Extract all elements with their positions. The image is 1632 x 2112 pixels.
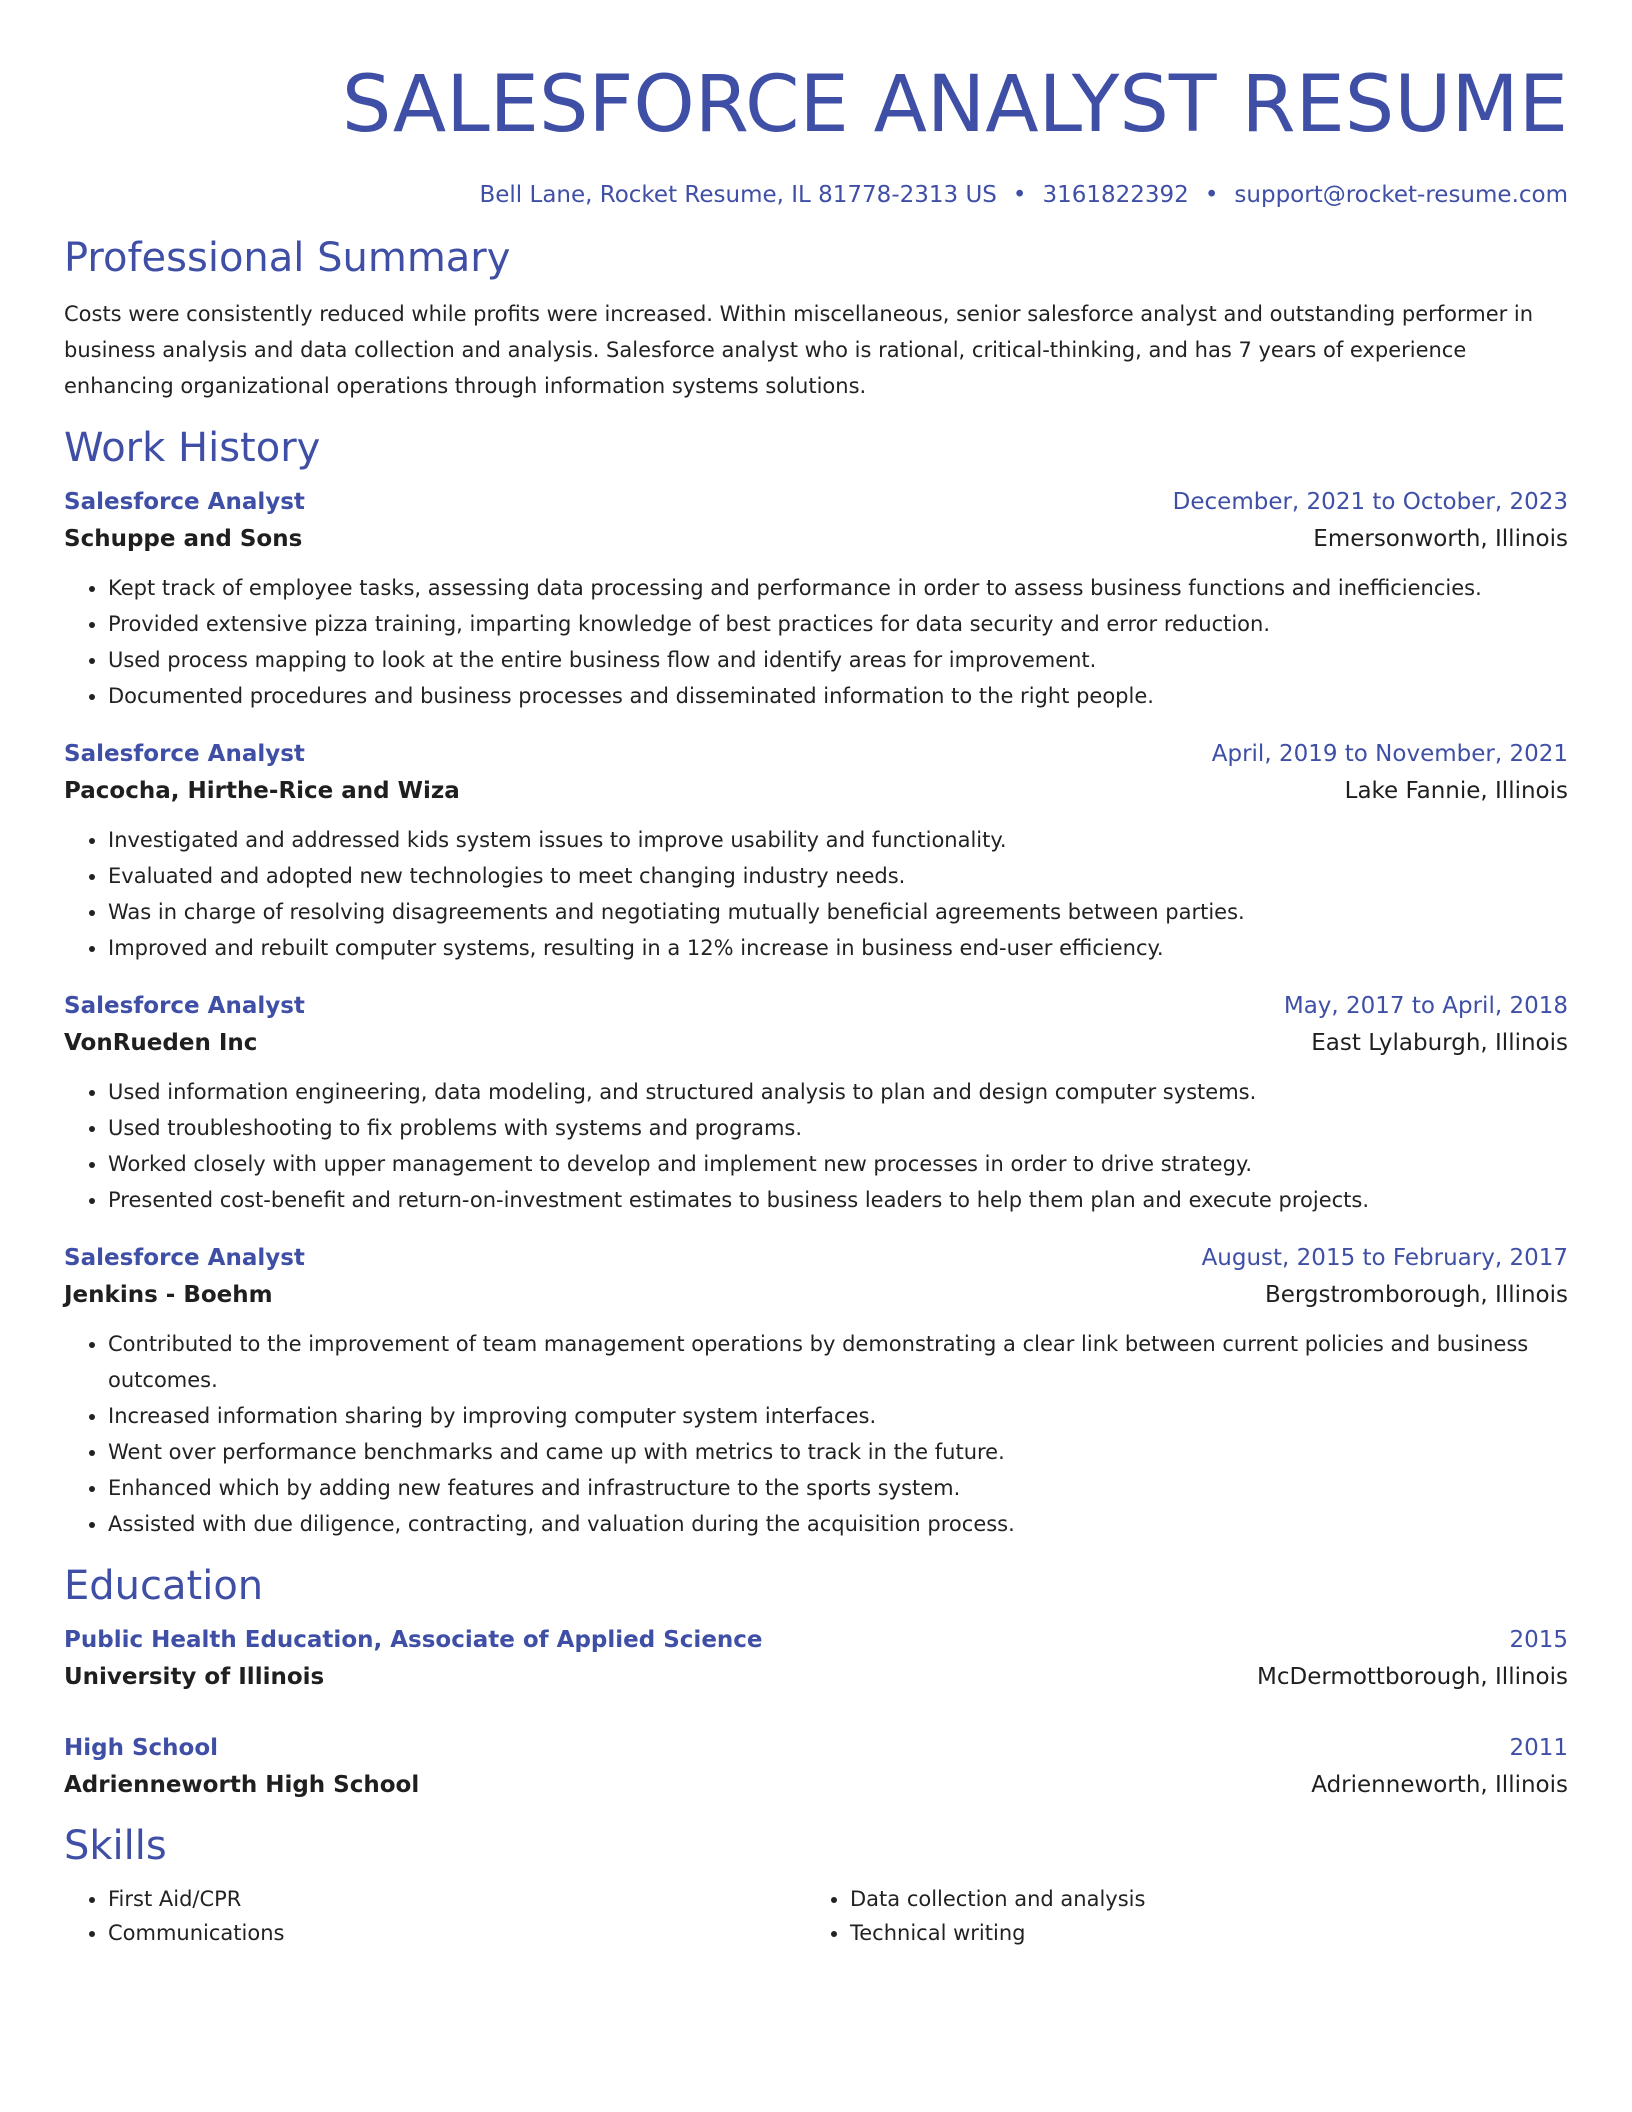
job-bullets: [64, 1326, 1568, 1542]
job-company: Jenkins - Boehm: [64, 1282, 273, 1308]
education-school: University of Illinois: [64, 1664, 325, 1690]
job-bullet: • Assisted with due diligence, contracting, and valuation during the acquisition process.: [108, 1506, 1568, 1542]
job-bullet: • Investigated and addressed kids system issues to improve usability and functionality.: [108, 822, 1568, 858]
contact-email[interactable]: support@rocket-resume.com: [1234, 182, 1568, 208]
job-bullet: • Presented cost-benefit and return-on-investment estimates to business leaders to help them plan and execute projects.: [108, 1182, 1568, 1218]
job-location: Lake Fannie, Illinois: [1344, 778, 1568, 804]
contact-address: Bell Lane, Rocket Resume, IL 81778-2313 US: [479, 182, 997, 208]
job-company: VonRueden Inc: [64, 1030, 258, 1056]
contact-separator: •: [1012, 182, 1027, 208]
job-entry: [64, 736, 1568, 966]
job-dates: August, 2015 to February, 2017: [1201, 1245, 1568, 1271]
education-entry: [64, 1730, 1568, 1804]
job-dates: May, 2017 to April, 2018: [1283, 993, 1568, 1019]
job-bullet: • Evaluated and adopted new technologies to meet changing industry needs.: [108, 858, 1568, 894]
job-bullet: • Was in charge of resolving disagreements and negotiating mutually beneficial agreements between parties.: [108, 894, 1568, 930]
summary-text: Costs were consistently reduced while profits were increased. Within miscellaneous, senior salesforce analyst and outstanding performer in business analysis and data collection and analysis. Salesforce analyst who is rational, critical-thinking, and has 7 years of experience enhancing organizational operations through information systems solutions.: [64, 302, 1534, 398]
job-bullet: • Used information engineering, data modeling, and structured analysis to plan and design computer systems.: [108, 1074, 1568, 1110]
job-bullet: • Increased information sharing by improving computer system interfaces.: [108, 1398, 1568, 1434]
job-bullet: • Improved and rebuilt computer systems, resulting in a 12% increase in business end-user efficiency.: [108, 930, 1568, 966]
job-bullet: • Kept track of employee tasks, assessing data processing and performance in order to assess business functions and inefficiencies.: [108, 570, 1568, 606]
education-section: [64, 1560, 1568, 1804]
work-history-heading: Work History: [64, 425, 321, 471]
education-heading: Education: [64, 1563, 264, 1609]
skills-heading: Skills: [64, 1823, 167, 1869]
job-bullets: [64, 570, 1568, 714]
job-location: Bergstromborough, Illinois: [1264, 1282, 1568, 1308]
job-company: Schuppe and Sons: [64, 526, 303, 552]
skills-list-right: [806, 1882, 1548, 1950]
contact-phone: 3161822392: [1042, 182, 1189, 208]
job-bullets: [64, 1074, 1568, 1218]
job-location: Emersonworth, Illinois: [1313, 526, 1568, 552]
job-location: East Lylaburgh, Illinois: [1311, 1030, 1568, 1056]
work-history-section: [64, 422, 1568, 1542]
job-title: Salesforce Analyst: [64, 741, 305, 767]
job-entry: [64, 1240, 1568, 1542]
summary-heading: Professional Summary: [64, 235, 511, 281]
skill-item: • Communications: [108, 1916, 806, 1950]
job-bullet: • Went over performance benchmarks and came up with metrics to track in the future.: [108, 1434, 1568, 1470]
job-entry: [64, 484, 1568, 714]
education-degree: High School: [64, 1735, 219, 1761]
skill-item: • First Aid/CPR: [108, 1882, 806, 1916]
education-location: Adrienneworth, Illinois: [1311, 1772, 1568, 1798]
skill-item: • Data collection and analysis: [850, 1882, 1548, 1916]
education-entry: [64, 1622, 1568, 1696]
skills-list-left: [64, 1882, 806, 1950]
education-year: 2015: [1509, 1627, 1568, 1653]
contact-separator: •: [1204, 182, 1219, 208]
job-bullet: • Enhanced which by adding new features and infrastructure to the sports system.: [108, 1470, 1568, 1506]
job-bullets: [64, 822, 1568, 966]
job-bullet: • Used process mapping to look at the entire business flow and identify areas for improvement.: [108, 642, 1568, 678]
job-bullet: • Provided extensive pizza training, imparting knowledge of best practices for data security and error reduction.: [108, 606, 1568, 642]
skills-columns: [64, 1882, 1568, 1950]
job-bullet: • Used troubleshooting to fix problems with systems and programs.: [108, 1110, 1568, 1146]
education-location: McDermottborough, Illinois: [1257, 1664, 1568, 1690]
summary-section: [64, 232, 1568, 404]
skills-section: [64, 1820, 1568, 1950]
job-company: Pacocha, Hirthe-Rice and Wiza: [64, 778, 460, 804]
job-title: Salesforce Analyst: [64, 489, 305, 515]
job-bullet: • Worked closely with upper management to develop and implement new processes in order to drive strategy.: [108, 1146, 1568, 1182]
job-title: Salesforce Analyst: [64, 993, 305, 1019]
job-bullet: • Contributed to the improvement of team management operations by demonstrating a clear link between current policies and business outcomes.: [108, 1326, 1568, 1398]
contact-line: [64, 178, 1568, 212]
resume-title: SALESFORCE ANALYST RESUME: [341, 60, 1568, 150]
education-degree: Public Health Education, Associate of Applied Science: [64, 1627, 763, 1653]
job-dates: December, 2021 to October, 2023: [1172, 489, 1568, 515]
job-bullet: • Documented procedures and business processes and disseminated information to the right people.: [108, 678, 1568, 714]
education-school: Adrienneworth High School: [64, 1772, 420, 1798]
job-entry: [64, 988, 1568, 1218]
education-year: 2011: [1509, 1735, 1568, 1761]
skill-item: • Technical writing: [850, 1916, 1548, 1950]
job-dates: April, 2019 to November, 2021: [1211, 741, 1568, 767]
job-title: Salesforce Analyst: [64, 1245, 305, 1271]
